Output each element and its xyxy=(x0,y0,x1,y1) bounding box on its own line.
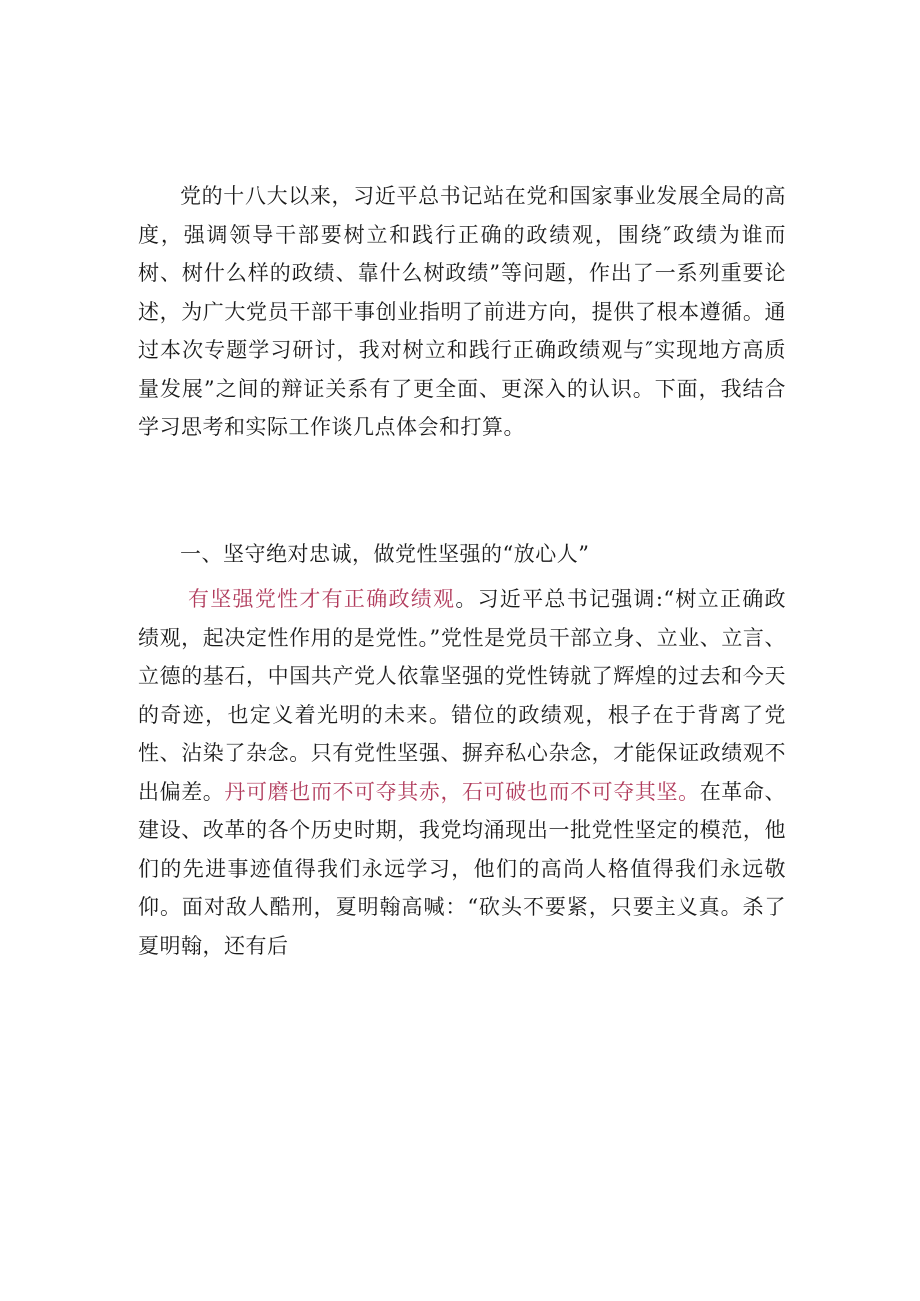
highlight-phrase-1: 有坚强党性才有正确政绩观 xyxy=(188,587,456,611)
section-heading: 一、坚守绝对忠诚，做党性坚强的“放心人” xyxy=(180,542,590,566)
body-text-2: 在革命、建设、改革的各个历史时期，我党均涌现出一批党性坚定的模范，他们的先进事迹值得我们永远学习，他们的高尚人格值得我们永远敬仰。面对敌人酷刑，夏明翰高喊：“砍头不要紧，只要主义真。杀了夏明翰，还有后 xyxy=(138,779,787,958)
highlight-phrase-2: 丹可磨也而不可夺其赤，石可破也而不可夺其坚。 xyxy=(224,779,700,804)
body-paragraph xyxy=(138,580,786,965)
intro-paragraph: 党的十八大以来，习近平总书记站在党和国家事业发展全局的高度，强调领导干部要树立和践行正确的政绩观，围绕″政绩为谁而树、树什么样的政绩、靠什么树政绩”等问题，作出了一系列重要论述，为广大党员干部干事创业指明了前进方向，提供了根本遵循。通过本次专题学习研讨，我对树立和践行正确政绩观与″实现地方高质量发展”之间的辩证关系有了更全面、更深入的认识。下面，我结合学习思考和实际工作谈几点体会和打算。 xyxy=(138,184,786,439)
body-text-1: 。习近平总书记强调:“树立正确政绩观，起决定性作用的是党性。”党性是党员干部立身、立业、立言、立德的基石，中国共产党人依靠坚强的党性铸就了辉煌的过去和今天的奇迹，也定义着光明的未来。错位的政绩观，根子在于背离了党性、沾染了杂念。只有党性坚强、摒弃私心杂念，才能保证政绩观不出偏差。 xyxy=(138,587,787,804)
